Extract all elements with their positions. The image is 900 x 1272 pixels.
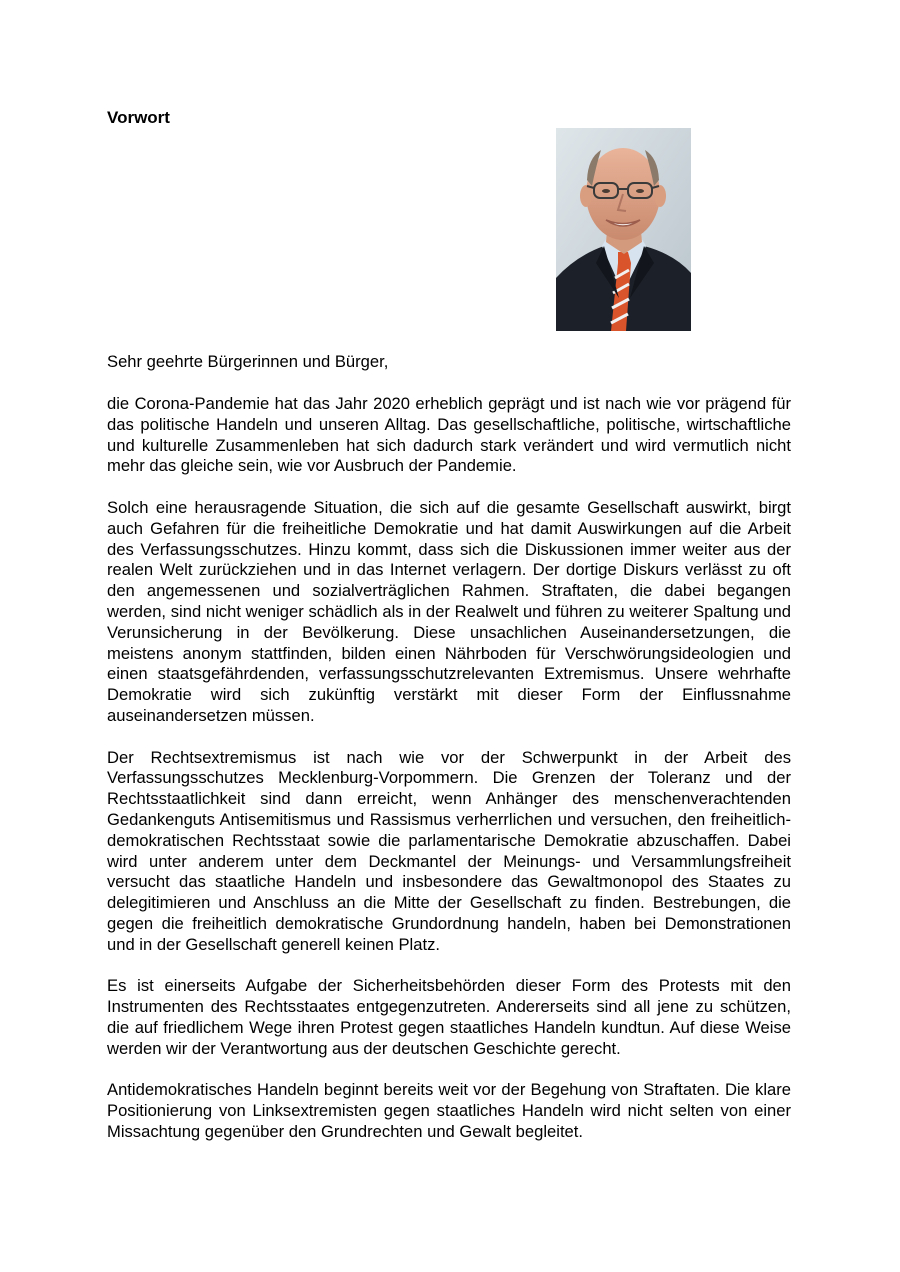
paragraph: die Corona-Pandemie hat das Jahr 2020 erheblich geprägt und ist nach wie vor prägend für das politische Handeln und unseren Alltag. Das gesellschaftliche, politische, wirtschaftliche und kulturelle Zusammenleben hat sich dadurch stark verändert und wird vermutlich nicht mehr das gleiche sein, wie vor Ausbruch der Pandemie. <box>107 394 791 476</box>
paragraph: Es ist einerseits Aufgabe der Sicherheitsbehörden dieser Form des Protests mit den Instrumenten des Rechtsstaates entgegenzutreten. Andererseits sind all jene zu schützen, die auf friedlichem Wege ihren Protest gegen staatliches Handeln kundtun. Auf diese Weise werden wir der Verantwortung aus der deutschen Geschichte gerecht. <box>107 976 791 1058</box>
paragraph: Der Rechtsextremismus ist nach wie vor der Schwerpunkt in der Arbeit des Verfassungsschutzes Mecklenburg-Vorpommern. Die Grenzen der Toleranz und der Rechtsstaatlichkeit sind dann erreicht, wenn Anhänger des menschenverachtenden Gedankenguts Antisemitismus und Rassismus verherrlichen und versuchen, den freiheitlich-demokratischen Rechtsstaat sowie die parlamentarische Demokratie abzuschaffen. Dabei wird unter anderem unter dem Deckmantel der Meinungs- und Versammlungsfreiheit versucht das staatliche Handeln und insbesondere das Gewaltmonopol des Staates zu delegitimieren und Anschluss an die Mitte der Gesellschaft zu finden. Bestrebungen, die gegen die freiheitlich demokratische Grundordnung handeln, haben bei Demonstrationen und in der Gesellschaft generell keinen Platz. <box>107 747 791 954</box>
portrait-icon <box>556 128 691 331</box>
page-title: Vorwort <box>107 108 170 127</box>
portrait-photo <box>556 128 691 331</box>
body-text <box>107 394 791 1143</box>
salutation: Sehr geehrte Bürgerinnen und Bürger, <box>107 352 389 371</box>
paragraph: Solch eine herausragende Situation, die sich auf die gesamte Gesellschaft auswirkt, birgt auch Gefahren für die freiheitliche Demokratie und hat damit Auswirkungen auf die Arbeit des Verfassungsschutzes. Hinzu kommt, dass sich die Diskussionen immer weiter aus der realen Welt zurückziehen und in das Internet verlagern. Der dortige Diskurs verlässt zu oft den angemessenen und sozialverträglichen Rahmen. Straftaten, die dabei begangen werden, sind nicht weniger schädlich als in der Realwelt und führen zu weiterer Spaltung und Verunsicherung in der Bevölkerung. Diese unsachlichen Auseinandersetzungen, die meistens anonym stattfinden, bilden einen Nährboden für Verschwörungsideologien und einen staatsgefährdenden, verfassungsschutzrelevanten Extremismus. Unsere wehrhafte Demokratie wird sich zukünftig verstärkt mit dieser Form der Einflussnahme auseinandersetzen müssen. <box>107 497 791 725</box>
paragraph: Antidemokratisches Handeln beginnt bereits weit vor der Begehung von Straftaten. Die klare Positionierung von Linksextremisten gegen staatliches Handeln wird nicht selten von einer Missachtung gegenüber den Grundrechten und Gewalt begleitet. <box>107 1080 791 1141</box>
